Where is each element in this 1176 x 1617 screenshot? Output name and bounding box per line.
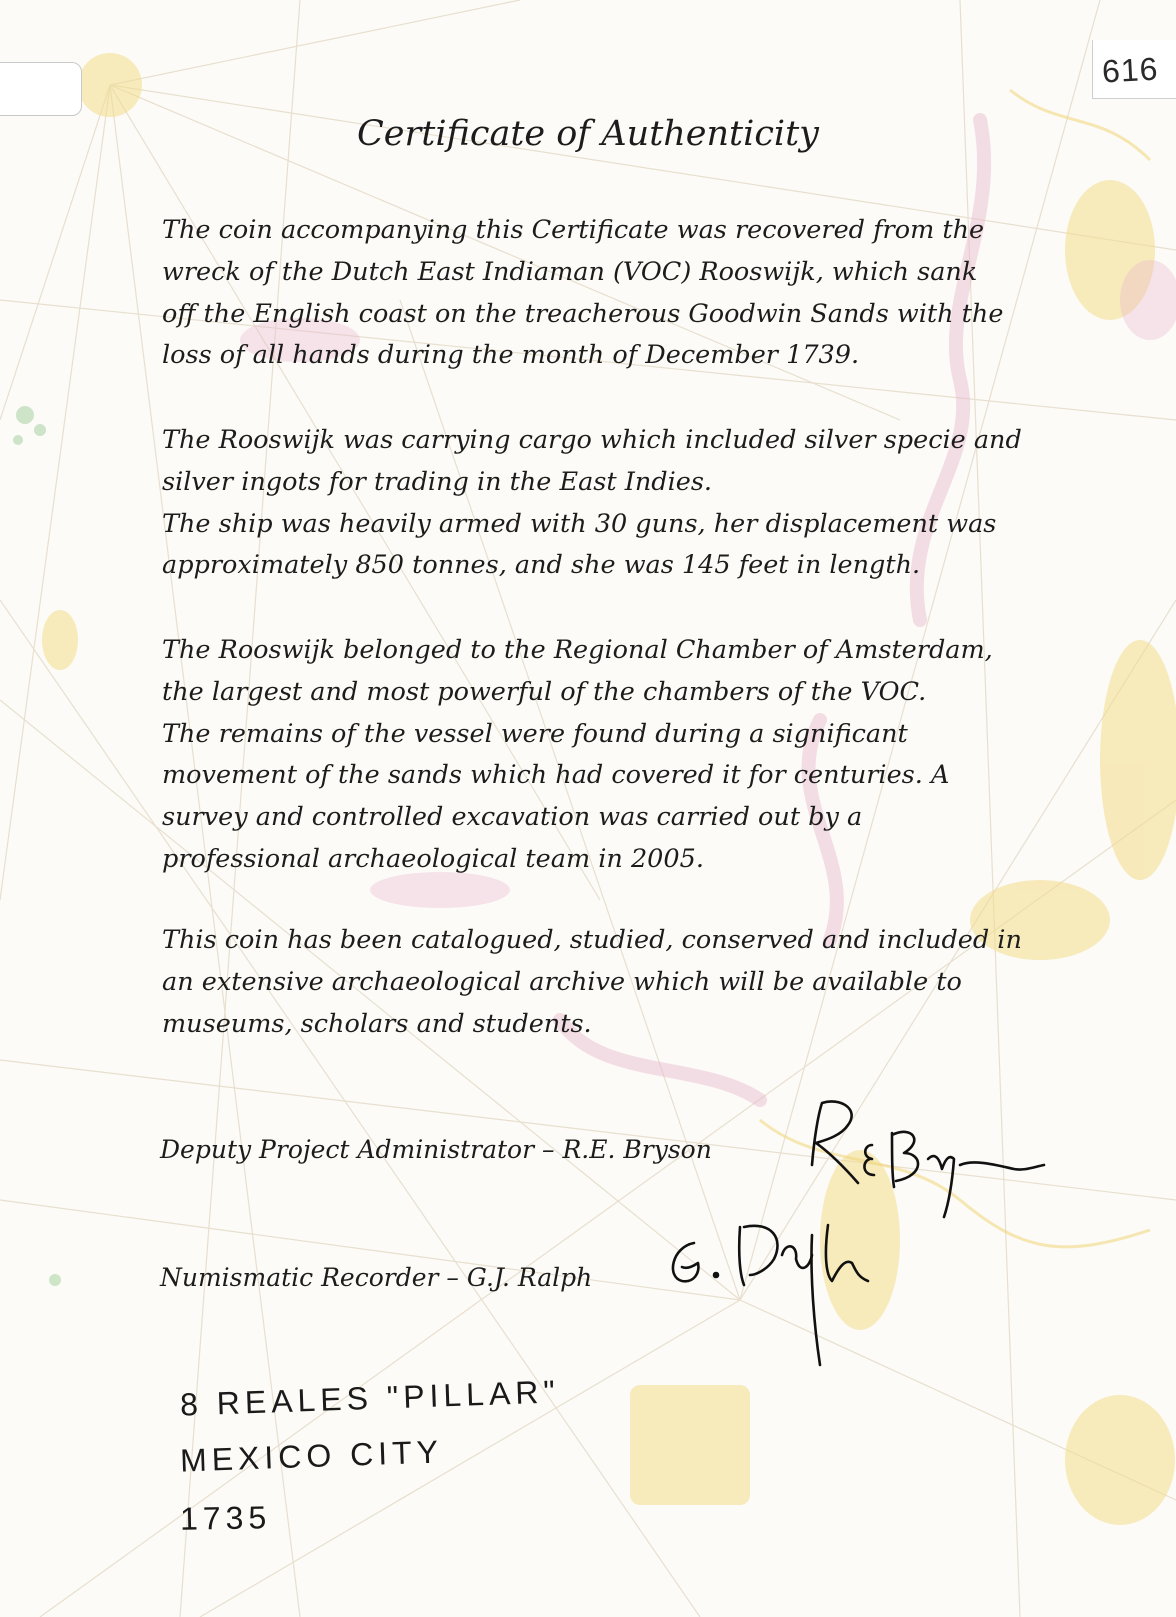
paragraph-wreck-recovery xyxy=(162,210,1042,377)
certificate-title: Certificate of Authenticity xyxy=(357,114,819,154)
binder-tab xyxy=(0,62,82,116)
paragraph-excavation xyxy=(162,630,1042,881)
handwritten-coin-year: 1735 xyxy=(179,1499,272,1537)
signatory-deputy-administrator: Deputy Project Administrator – R.E. Bryson xyxy=(160,1135,712,1164)
signature-bryson xyxy=(800,1095,1050,1225)
signature-ralph xyxy=(660,1215,920,1375)
text-line: The Rooswijk was carrying cargo which included silver specie and xyxy=(162,425,1022,455)
text-line: professional archaeological team in 2005. xyxy=(162,843,704,874)
text-line: museums, scholars and students. xyxy=(162,1008,592,1039)
text-line: approximately 850 tonnes, and she was 145 feet in length. xyxy=(162,550,921,581)
text-line: The coin accompanying this Certificate was recovered from the xyxy=(162,215,985,245)
text-line: the largest and most powerful of the chambers of the VOC. xyxy=(162,676,927,707)
text-line: movement of the sands which had covered it for centuries. A xyxy=(162,760,950,791)
signatory-numismatic-recorder: Numismatic Recorder – G.J. Ralph xyxy=(160,1263,593,1292)
handwritten-coin-denomination: 8 REALES "PILLAR" xyxy=(179,1373,561,1423)
handwritten-mint-location: MEXICO CITY xyxy=(179,1433,444,1479)
text-line: The Rooswijk belonged to the Regional Chamber of Amsterdam, xyxy=(162,635,993,665)
text-line: off the English coast on the treacherous Goodwin Sands with the xyxy=(162,298,1004,329)
text-line: loss of all hands during the month of December 1739. xyxy=(162,340,860,371)
text-line: silver ingots for trading in the East Indies. xyxy=(162,466,713,497)
reference-number: 616 xyxy=(1101,50,1160,90)
text-line: an extensive archaeological archive which will be available to xyxy=(162,966,962,997)
text-line: wreck of the Dutch East Indiaman (VOC) Rooswijk, which sank xyxy=(162,256,978,287)
text-line: The ship was heavily armed with 30 guns, her displacement was xyxy=(162,508,997,539)
paragraph-cargo xyxy=(162,420,1042,587)
text-line: The remains of the vessel were found during a significant xyxy=(162,718,908,749)
text-line: This coin has been catalogued, studied, conserved and included in xyxy=(162,925,1022,955)
text-line: survey and controlled excavation was carried out by a xyxy=(162,802,863,833)
paragraph-archive xyxy=(162,920,1042,1045)
